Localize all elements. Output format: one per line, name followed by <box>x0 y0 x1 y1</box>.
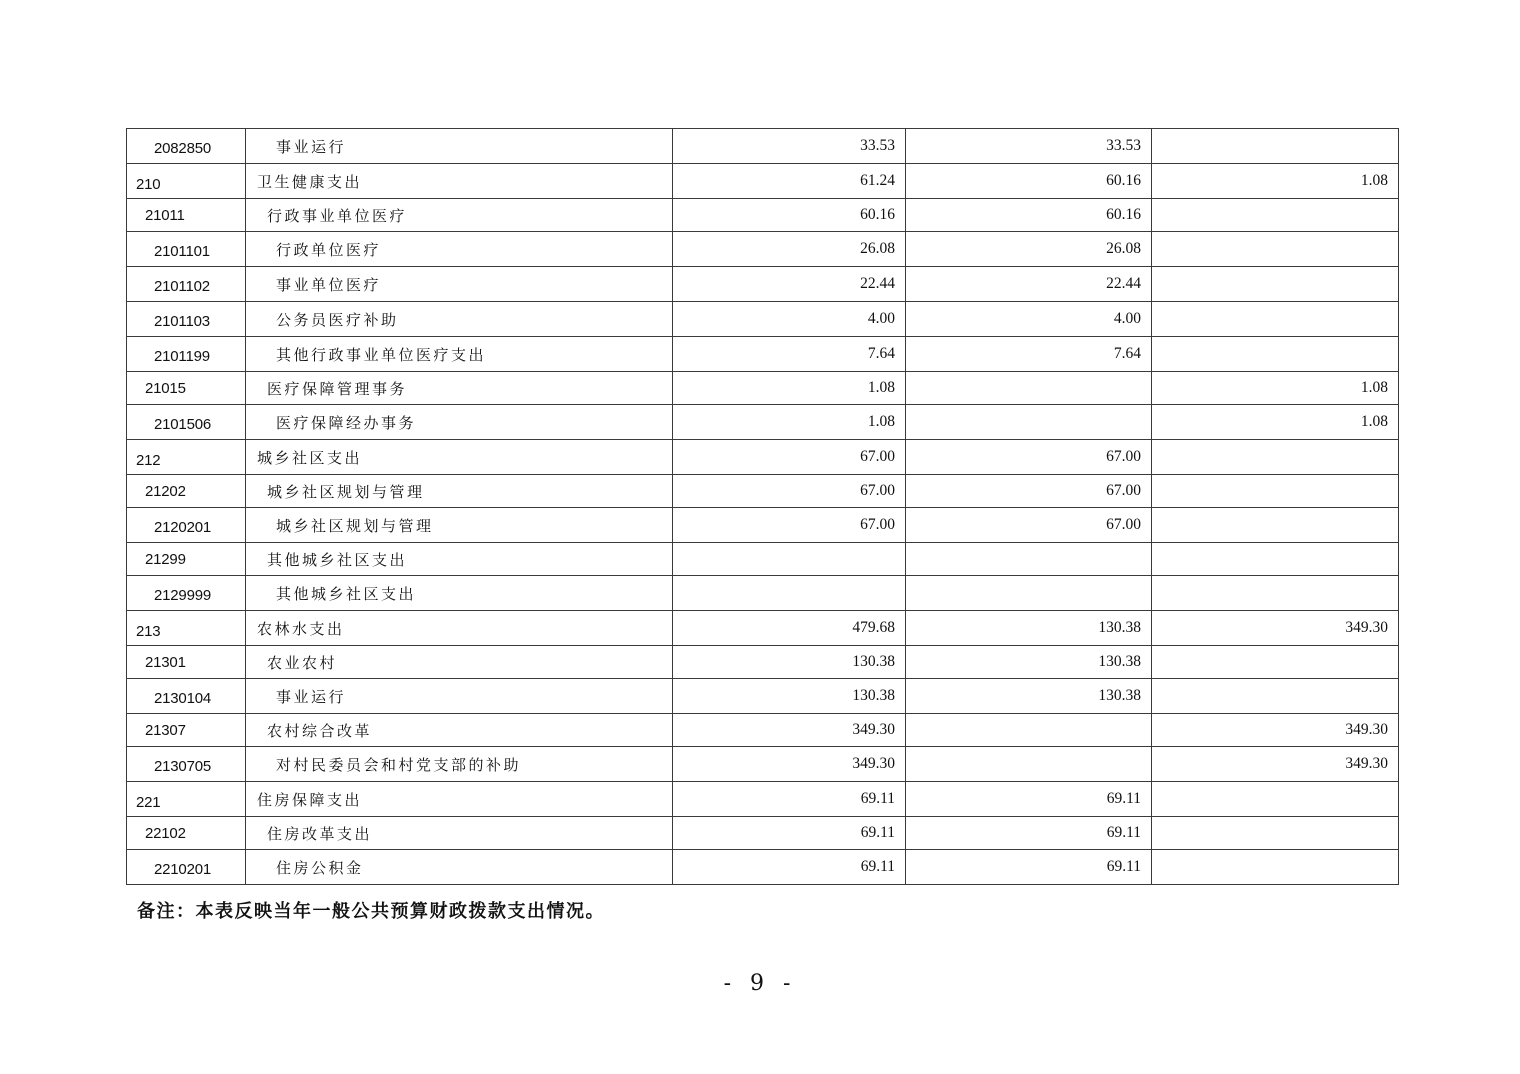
project-expenditure-cell <box>1152 302 1399 337</box>
total-amount-cell: 130.38 <box>673 646 906 679</box>
basic-expenditure-cell: 69.11 <box>906 817 1152 850</box>
basic-expenditure-cell: 60.16 <box>906 199 1152 232</box>
basic-expenditure-cell: 130.38 <box>906 646 1152 679</box>
basic-expenditure-cell <box>906 576 1152 611</box>
project-expenditure-cell <box>1152 337 1399 372</box>
account-code-cell: 2120201 <box>127 508 246 543</box>
basic-expenditure-cell: 67.00 <box>906 475 1152 508</box>
project-expenditure-cell <box>1152 129 1399 164</box>
account-name-cell: 城乡社区规划与管理 <box>246 508 673 543</box>
account-name-cell: 城乡社区支出 <box>246 440 673 475</box>
total-amount-cell: 130.38 <box>673 679 906 714</box>
table-row <box>127 714 1399 747</box>
account-name-cell: 公务员医疗补助 <box>246 302 673 337</box>
table-row <box>127 508 1399 543</box>
account-code-cell: 212 <box>127 440 246 475</box>
total-amount-cell: 60.16 <box>673 199 906 232</box>
account-name-cell: 事业运行 <box>246 679 673 714</box>
basic-expenditure-cell: 22.44 <box>906 267 1152 302</box>
total-amount-cell: 349.30 <box>673 714 906 747</box>
account-name-cell: 其他城乡社区支出 <box>246 543 673 576</box>
project-expenditure-cell <box>1152 782 1399 817</box>
table-row <box>127 782 1399 817</box>
project-expenditure-cell <box>1152 646 1399 679</box>
total-amount-cell: 67.00 <box>673 508 906 543</box>
total-amount-cell: 1.08 <box>673 405 906 440</box>
total-amount-cell: 22.44 <box>673 267 906 302</box>
account-code-cell: 21011 <box>127 199 246 232</box>
account-name-cell: 住房保障支出 <box>246 782 673 817</box>
basic-expenditure-cell: 67.00 <box>906 440 1152 475</box>
table-row <box>127 372 1399 405</box>
total-amount-cell: 67.00 <box>673 475 906 508</box>
account-name-cell: 事业运行 <box>246 129 673 164</box>
account-code-cell: 213 <box>127 611 246 646</box>
account-name-cell: 事业单位医疗 <box>246 267 673 302</box>
account-name-cell: 农业农村 <box>246 646 673 679</box>
account-name-cell: 其他行政事业单位医疗支出 <box>246 337 673 372</box>
table-row <box>127 817 1399 850</box>
table-row <box>127 302 1399 337</box>
account-name-cell: 卫生健康支出 <box>246 164 673 199</box>
account-code-cell: 21202 <box>127 475 246 508</box>
basic-expenditure-cell: 26.08 <box>906 232 1152 267</box>
account-name-cell: 住房公积金 <box>246 850 673 885</box>
account-code-cell: 2082850 <box>127 129 246 164</box>
basic-expenditure-cell: 33.53 <box>906 129 1152 164</box>
table-row <box>127 543 1399 576</box>
table-row <box>127 164 1399 199</box>
total-amount-cell: 349.30 <box>673 747 906 782</box>
account-name-cell: 行政单位医疗 <box>246 232 673 267</box>
project-expenditure-cell: 349.30 <box>1152 611 1399 646</box>
basic-expenditure-cell: 67.00 <box>906 508 1152 543</box>
total-amount-cell: 1.08 <box>673 372 906 405</box>
account-code-cell: 2130104 <box>127 679 246 714</box>
account-code-cell: 210 <box>127 164 246 199</box>
basic-expenditure-cell: 60.16 <box>906 164 1152 199</box>
total-amount-cell: 33.53 <box>673 129 906 164</box>
account-code-cell: 2130705 <box>127 747 246 782</box>
account-name-cell: 医疗保障经办事务 <box>246 405 673 440</box>
total-amount-cell: 26.08 <box>673 232 906 267</box>
account-code-cell: 221 <box>127 782 246 817</box>
account-code-cell: 21299 <box>127 543 246 576</box>
basic-expenditure-cell <box>906 714 1152 747</box>
total-amount-cell: 7.64 <box>673 337 906 372</box>
project-expenditure-cell <box>1152 543 1399 576</box>
account-name-cell: 城乡社区规划与管理 <box>246 475 673 508</box>
account-name-cell: 住房改革支出 <box>246 817 673 850</box>
total-amount-cell: 67.00 <box>673 440 906 475</box>
basic-expenditure-cell <box>906 543 1152 576</box>
table-body <box>127 129 1399 885</box>
project-expenditure-cell <box>1152 440 1399 475</box>
total-amount-cell <box>673 543 906 576</box>
total-amount-cell <box>673 576 906 611</box>
project-expenditure-cell: 1.08 <box>1152 372 1399 405</box>
account-code-cell: 2101199 <box>127 337 246 372</box>
account-name-cell: 医疗保障管理事务 <box>246 372 673 405</box>
basic-expenditure-cell: 7.64 <box>906 337 1152 372</box>
basic-expenditure-cell: 130.38 <box>906 611 1152 646</box>
account-code-cell: 22102 <box>127 817 246 850</box>
table-row <box>127 405 1399 440</box>
project-expenditure-cell <box>1152 232 1399 267</box>
table-row <box>127 576 1399 611</box>
table-row <box>127 440 1399 475</box>
project-expenditure-cell <box>1152 475 1399 508</box>
account-code-cell: 21301 <box>127 646 246 679</box>
total-amount-cell: 69.11 <box>673 850 906 885</box>
project-expenditure-cell <box>1152 817 1399 850</box>
page-number: - 9 - <box>723 971 797 996</box>
account-name-cell: 行政事业单位医疗 <box>246 199 673 232</box>
table-row <box>127 337 1399 372</box>
table-row <box>127 267 1399 302</box>
project-expenditure-cell <box>1152 508 1399 543</box>
project-expenditure-cell: 349.30 <box>1152 714 1399 747</box>
account-code-cell: 2101101 <box>127 232 246 267</box>
account-name-cell: 对村民委员会和村党支部的补助 <box>246 747 673 782</box>
project-expenditure-cell <box>1152 267 1399 302</box>
table-row <box>127 129 1399 164</box>
basic-expenditure-cell: 69.11 <box>906 850 1152 885</box>
account-code-cell: 2101103 <box>127 302 246 337</box>
project-expenditure-cell <box>1152 679 1399 714</box>
table-row <box>127 646 1399 679</box>
account-code-cell: 2101102 <box>127 267 246 302</box>
table-row <box>127 679 1399 714</box>
account-code-cell: 21307 <box>127 714 246 747</box>
table-row <box>127 611 1399 646</box>
total-amount-cell: 479.68 <box>673 611 906 646</box>
project-expenditure-cell <box>1152 850 1399 885</box>
total-amount-cell: 69.11 <box>673 817 906 850</box>
basic-expenditure-cell: 130.38 <box>906 679 1152 714</box>
total-amount-cell: 4.00 <box>673 302 906 337</box>
project-expenditure-cell: 349.30 <box>1152 747 1399 782</box>
table-row <box>127 199 1399 232</box>
project-expenditure-cell: 1.08 <box>1152 164 1399 199</box>
account-name-cell: 农林水支出 <box>246 611 673 646</box>
project-expenditure-cell: 1.08 <box>1152 405 1399 440</box>
basic-expenditure-cell: 4.00 <box>906 302 1152 337</box>
account-name-cell: 农村综合改革 <box>246 714 673 747</box>
table-row <box>127 747 1399 782</box>
table-row <box>127 475 1399 508</box>
budget-expenditure-table <box>126 128 1399 885</box>
project-expenditure-cell <box>1152 576 1399 611</box>
table-footnote: 备注：本表反映当年一般公共预算财政拨款支出情况。 <box>137 901 605 922</box>
table-row <box>127 850 1399 885</box>
account-code-cell: 2129999 <box>127 576 246 611</box>
account-name-cell: 其他城乡社区支出 <box>246 576 673 611</box>
project-expenditure-cell <box>1152 199 1399 232</box>
total-amount-cell: 69.11 <box>673 782 906 817</box>
account-code-cell: 2101506 <box>127 405 246 440</box>
total-amount-cell: 61.24 <box>673 164 906 199</box>
table-row <box>127 232 1399 267</box>
basic-expenditure-cell <box>906 747 1152 782</box>
basic-expenditure-cell <box>906 405 1152 440</box>
account-code-cell: 2210201 <box>127 850 246 885</box>
basic-expenditure-cell: 69.11 <box>906 782 1152 817</box>
basic-expenditure-cell <box>906 372 1152 405</box>
account-code-cell: 21015 <box>127 372 246 405</box>
